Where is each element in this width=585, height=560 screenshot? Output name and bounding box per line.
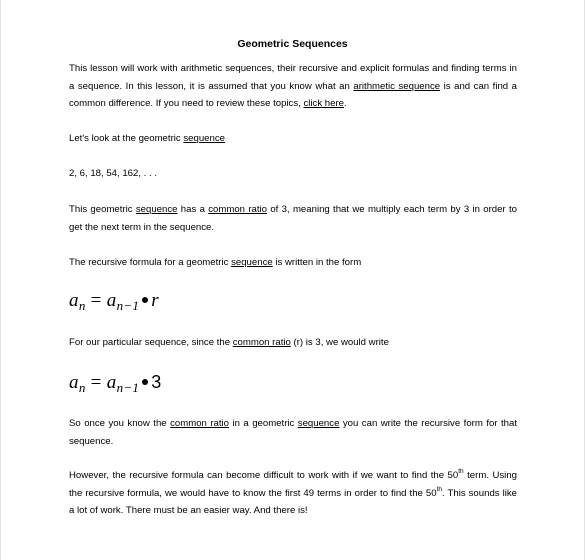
particular-text-2: (r) is 3, we would write	[290, 337, 389, 348]
once-paragraph	[69, 415, 517, 450]
formula-a: a	[69, 372, 79, 393]
multiply-dot-icon	[142, 379, 148, 385]
superscript-th: th	[436, 485, 442, 493]
once-text-1: So once you know the	[69, 418, 171, 429]
formula-subscript: n	[78, 380, 86, 395]
however-paragraph	[69, 467, 517, 520]
document-title: Geometric Sequences	[237, 38, 348, 50]
once-text-3: you can write the recursive form for that sequence.	[69, 418, 517, 447]
however-text-3: . This sounds like a lot of work. There must be an easier way. And there is!	[69, 487, 517, 516]
formula-equals: =	[85, 290, 107, 311]
ratio-text-1: This geometric	[69, 204, 136, 215]
sequence-example: 2, 6, 18, 54, 162, . . .	[69, 168, 158, 179]
recursive-text-2: is written in the form	[272, 257, 362, 268]
however-text-2: term. Using the recursive formula, we would have to know the first 49 terms in order to find the 50	[69, 470, 517, 499]
recursive-paragraph	[69, 254, 517, 272]
formula-subscript: n−1	[116, 380, 140, 395]
sequence-term: sequence	[231, 257, 273, 268]
formula-a: a	[106, 372, 117, 393]
multiply-dot-icon	[142, 297, 148, 303]
ratio-paragraph	[69, 201, 517, 236]
common-ratio-term: common ratio	[232, 337, 291, 348]
formula-subscript: n	[78, 298, 86, 313]
common-ratio-term: common ratio	[208, 204, 267, 215]
formula-a: a	[69, 290, 79, 311]
formula-r: r	[151, 290, 159, 311]
intro-text-3: .	[344, 98, 347, 109]
sequence-term: sequence	[297, 418, 340, 429]
superscript-th: th	[458, 468, 464, 475]
intro-text-1: This lesson will work with arithmetic sequences, their recursive and explicit formulas and finding terms in a sequence. In this lesson, it is assumed that you know what an	[69, 63, 517, 92]
once-text-2: in a geometric	[229, 418, 298, 429]
recursive-text-1: The recursive formula for a geometric	[69, 257, 232, 268]
formula-a: a	[106, 290, 117, 311]
formula-subscript: n−1	[116, 298, 140, 313]
ratio-text-3: of 3, meaning that we multiply each term by 3 in order to get the next term in the sequence.	[69, 204, 517, 233]
intro-text-2: is and can find a common difference. If you need to review these topics,	[69, 80, 517, 109]
arithmetic-sequence-link[interactable]: arithmetic sequence	[353, 80, 441, 92]
however-text-1: However, the recursive formula can become difficult to work with if we want to find the 50	[69, 470, 459, 481]
particular-text-1: For our particular sequence, since the	[69, 337, 233, 348]
recursive-formula-general	[69, 290, 159, 314]
sequence-term: sequence	[183, 133, 225, 144]
formula-equals: =	[85, 372, 107, 393]
intro-paragraph	[69, 60, 517, 113]
formula-three: 3	[151, 372, 162, 392]
look-paragraph	[69, 130, 517, 148]
look-text: Let's look at the geometric	[69, 133, 184, 144]
particular-paragraph	[69, 334, 517, 352]
sequence-term: sequence	[135, 204, 178, 215]
ratio-text-2: has a	[177, 204, 209, 215]
common-ratio-term: common ratio	[170, 418, 229, 429]
recursive-formula-specific	[69, 372, 162, 396]
click-here-link[interactable]: click here	[303, 98, 344, 109]
